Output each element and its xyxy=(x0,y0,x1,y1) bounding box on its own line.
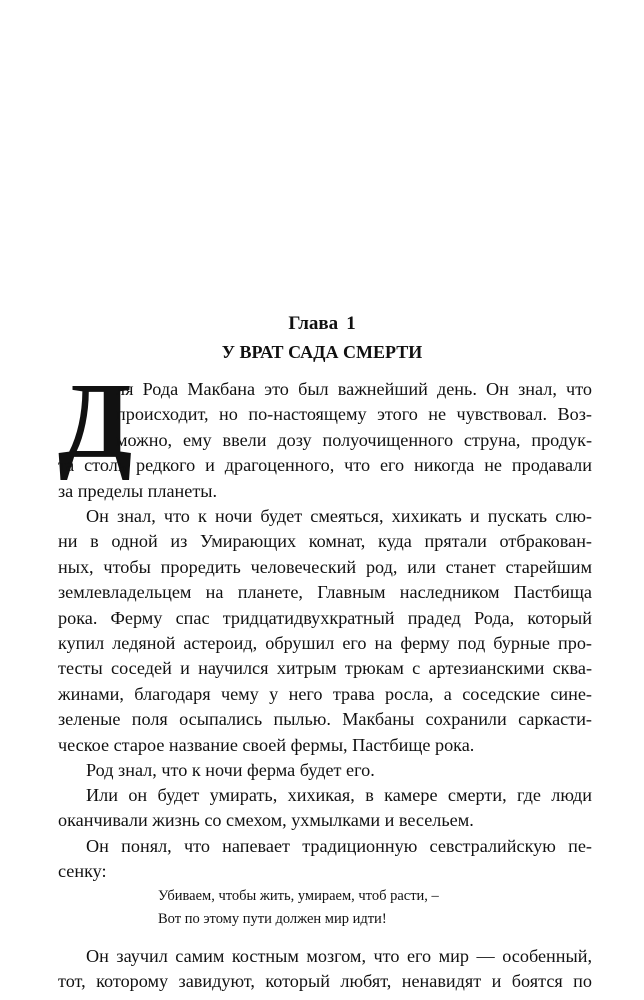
text-line: Или он будет умирать, хихикая, в камере смерти, где люди xyxy=(86,785,592,805)
verse xyxy=(58,885,592,931)
text-line: за пределы планеты. xyxy=(58,480,218,501)
text-line: жинами, благодаря чему у него трава росла, а соседские сине- xyxy=(58,683,592,704)
text-line: зеленые поля осыпались пылью. Макбаны сохранили саркасти- xyxy=(58,709,592,730)
verse-line: Вот по этому пути должен мир идти! xyxy=(158,911,387,927)
chapter-heading xyxy=(0,313,644,335)
text-line: ных, чтобы проредить человеческий род, или станет старейшим xyxy=(58,556,592,577)
text-line: землевладельцем на планете, Главным наследником Пастбища xyxy=(58,582,592,603)
text-line: ля Рода Макбана это был важнейший день. Он знал, что xyxy=(116,379,592,399)
text-line: оканчивали жизнь со смехом, ухмылками и весельем. xyxy=(58,810,474,831)
text-line: сенку: xyxy=(58,861,107,882)
paragraph-3 xyxy=(58,758,592,783)
paragraph-2 xyxy=(58,504,592,758)
text-line: та столь редкого и драгоценного, что его никогда не продавали xyxy=(58,455,592,476)
text-line: Он понял, что напевает традиционную севстралийскую пе- xyxy=(86,836,592,856)
paragraph-5 xyxy=(58,834,592,885)
text-line: рока. Ферму спас тридцатидвухкратный прадед Рода, который xyxy=(58,607,592,628)
text-line: купил ледяной астероид, обрушил его на ферму под бурные про- xyxy=(58,633,592,654)
text-line: ни в одной из Умирающих комнат, куда прятали отбракован- xyxy=(58,531,592,552)
paragraph-4 xyxy=(58,783,592,834)
text-line: тот, которому завидуют, который любят, ненавидят и боятся по xyxy=(58,971,592,992)
text-line: Род знал, что к ночи ферма будет его. xyxy=(86,760,375,780)
chapter-title: У ВРАТ САДА СМЕРТИ xyxy=(221,342,423,362)
verse-line: Убиваем, чтобы жить, умираем, чтоб расти, – xyxy=(158,888,439,904)
text-line: Он знал, что к ночи будет смеяться, хихикать и пускать слю- xyxy=(86,506,592,526)
paragraph-1 xyxy=(58,377,592,504)
text-line: ческое старое название своей фермы, Пастбище рока. xyxy=(58,734,475,755)
text-line: тесты соседей и научился хитрым трюкам с артезианскими сква- xyxy=(58,658,592,679)
text-line: Он заучил самим костным мозгом, что его мир — особенный, xyxy=(86,946,592,966)
chapter-label: Глава xyxy=(288,313,339,334)
chapter-number: 1 xyxy=(346,313,356,334)
text-line: происходит, но по-настоящему этого не чувствовал. Воз- xyxy=(116,404,592,425)
drop-cap: Д xyxy=(58,362,133,481)
paragraph-6 xyxy=(58,944,592,995)
text-line: можно, ему ввели дозу полуочищенного струна, продук- xyxy=(116,429,592,450)
